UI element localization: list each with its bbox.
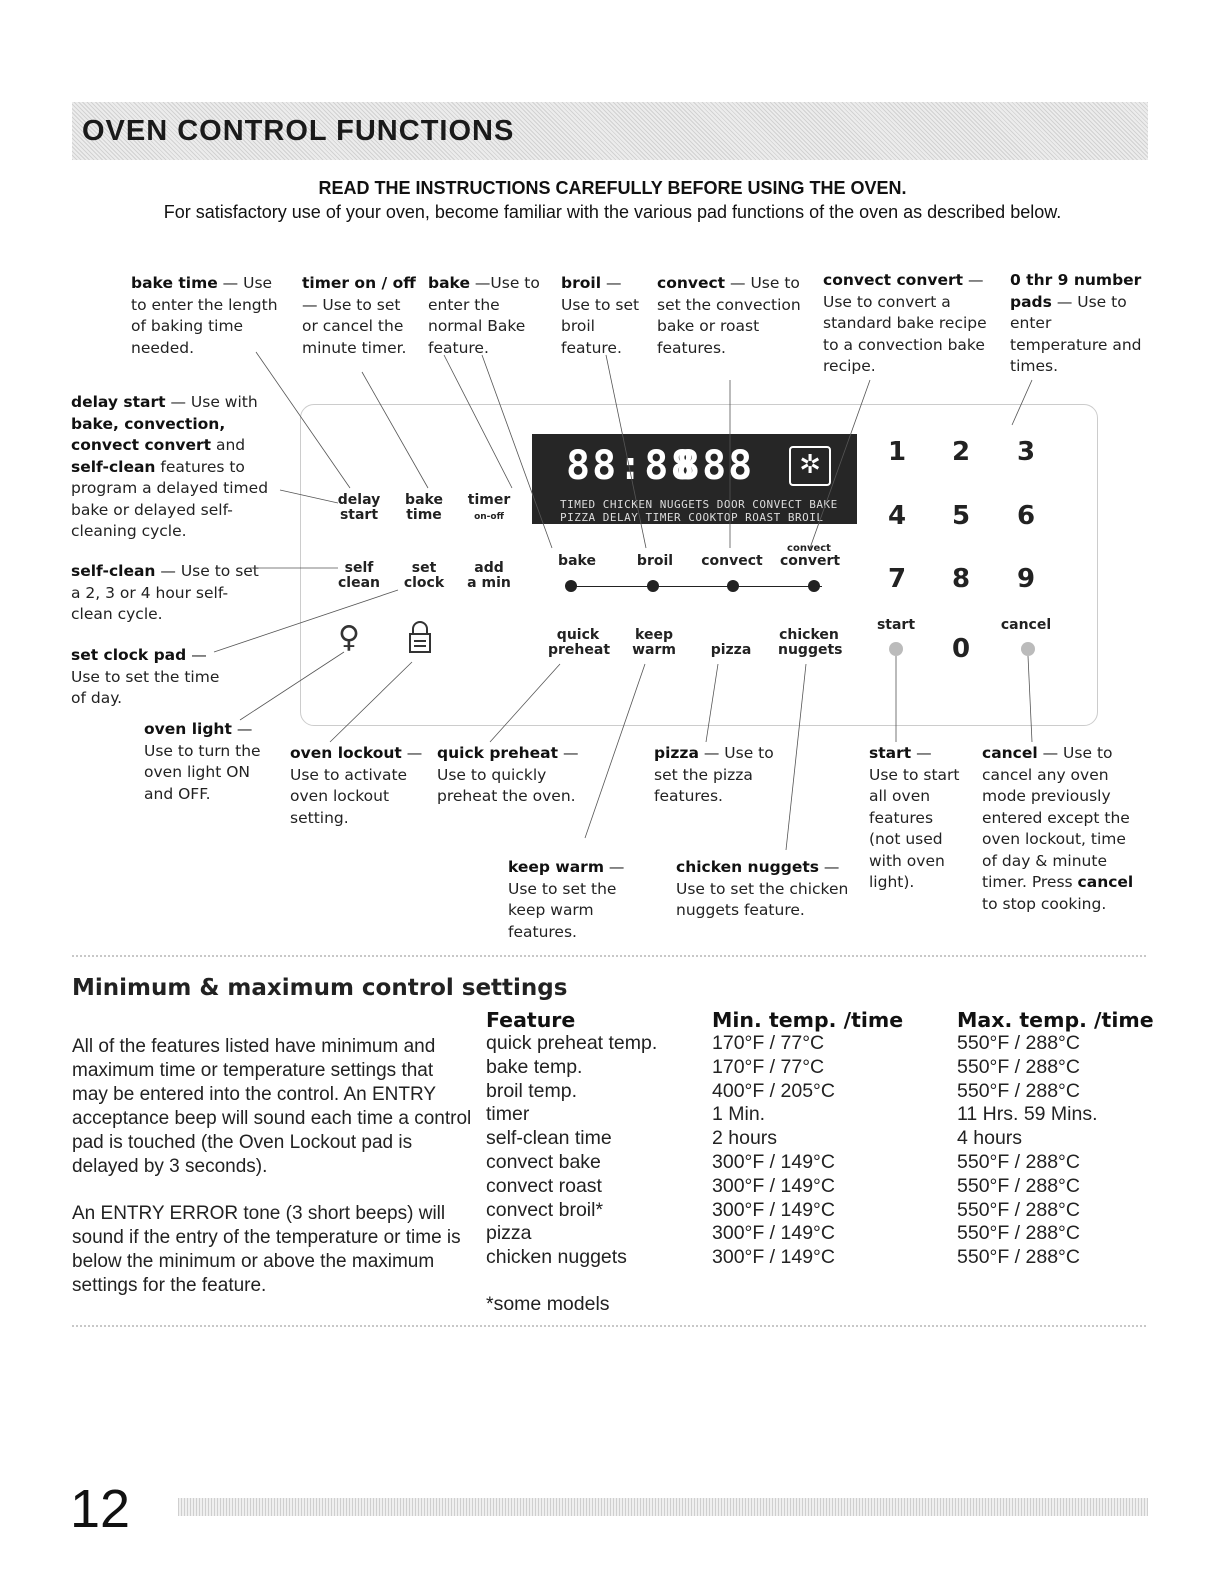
page-number: 12	[70, 1479, 131, 1539]
table-row: bake temp.	[486, 1055, 583, 1078]
table-row: self-clean time	[486, 1127, 612, 1150]
number-pad-3[interactable]: 3	[1017, 437, 1036, 467]
delay-start-pad[interactable]: delay start	[337, 492, 381, 523]
start-pad-label: start	[876, 617, 916, 633]
minmax-paragraph-2: An ENTRY ERROR tone (3 short beeps) will sound if the entry of the temperature or time is below the minimum or above the maximum settings for the feature.	[72, 1203, 461, 1296]
display-temperature: 888	[676, 443, 755, 489]
number-pad-0[interactable]: 0	[952, 634, 971, 664]
table-cell: 300°F / 149°C	[712, 1246, 835, 1269]
self-clean-pad[interactable]: self clean	[337, 560, 380, 591]
table-row: convect bake	[486, 1150, 601, 1173]
table-cell: 550°F / 288°C	[957, 1198, 1080, 1221]
callout-broil: broil — Use to set broil feature.	[561, 274, 640, 357]
footnote: *some models	[486, 1293, 610, 1315]
callout-oven-light: oven light —Use to turn the oven light ON and OFF.	[144, 720, 261, 803]
table-cell: 550°F / 288°C	[957, 1246, 1080, 1269]
callout-delay-start: delay start — Use with bake, convection, convect convert and self-clean features to program a delayed timed bake or delayed self-cleaning cycle.	[71, 393, 269, 540]
bake-pad-label: bake	[558, 553, 596, 569]
minmax-title: Minimum & maximum control settings	[72, 975, 568, 1001]
footer-bar	[178, 1498, 1148, 1516]
callout-self-clean: self-clean — Use to set a 2, 3 or 4 hour self-clean cycle.	[71, 562, 259, 623]
max-column	[957, 1032, 1098, 1270]
number-pad-5[interactable]: 5	[952, 501, 971, 531]
quick-preheat-pad[interactable]: quick preheat	[548, 627, 611, 658]
convect-convert-small-label: convect	[787, 543, 831, 554]
add-a-min-pad[interactable]: add a min	[467, 560, 511, 591]
convection-fan-icon: ✲	[789, 446, 831, 486]
section-divider-bottom	[72, 1325, 1148, 1327]
feature-header: Feature	[486, 1008, 576, 1032]
keep-warm-pad[interactable]: keep warm	[632, 627, 676, 658]
table-row: convect broil*	[486, 1198, 604, 1221]
number-pad-6[interactable]: 6	[1017, 501, 1036, 531]
timer-onoff-pad[interactable]: timer on-off	[467, 492, 511, 522]
cancel-pad-label: cancel	[1000, 617, 1052, 633]
callout-oven-lockout: oven lockout — Use to activate oven lockout setting.	[290, 744, 423, 827]
chicken-nuggets-pad[interactable]: chicken nuggets	[778, 627, 843, 658]
page-title: OVEN CONTROL FUNCTIONS	[82, 115, 515, 147]
number-pad-7[interactable]: 7	[888, 564, 907, 594]
table-row: convect roast	[486, 1174, 602, 1197]
table-cell: 11 Hrs. 59 Mins.	[957, 1103, 1098, 1126]
intro-text: For satisfactory use of your oven, become familiar with the various pad functions of the oven as described below.	[163, 202, 1062, 222]
number-pad-1[interactable]: 1	[888, 437, 907, 467]
table-row: quick preheat temp.	[486, 1032, 658, 1054]
bake-time-pad[interactable]: bake time	[405, 492, 443, 523]
table-cell: 300°F / 149°C	[712, 1150, 835, 1173]
callout-start: start — Use to start all oven features (not used with oven light).	[869, 744, 960, 891]
callout-keep-warm: keep warm — Use to set the keep warm features.	[508, 858, 625, 941]
table-cell: 400°F / 205°C	[712, 1079, 835, 1102]
table-cell: 2 hours	[712, 1127, 778, 1150]
table-cell: 550°F / 288°C	[957, 1079, 1080, 1102]
table-cell: 300°F / 149°C	[712, 1222, 835, 1245]
display-indicators-row1: TIMED CHICKEN NUGGETS DOOR CONVECT BAKE	[560, 498, 838, 511]
table-cell: 550°F / 288°C	[957, 1222, 1080, 1245]
callout-bake-time: bake time — Use to enter the length of baking time needed.	[131, 274, 278, 357]
display-time: 88:88	[566, 443, 697, 489]
callout-convect-convert: convect convert — Use to convert a standard bake recipe to a convection bake recipe.	[823, 271, 987, 375]
callout-cancel: cancel — Use to cancel any oven mode previously entered except the oven lockout, time of day & minute timer. Press cancel to stop cooking.	[982, 744, 1134, 913]
callout-bake: bake —Use to enter the normal Bake feature.	[428, 274, 540, 357]
broil-pad-label: broil	[636, 553, 674, 569]
max-header: Max. temp. /time	[957, 1008, 1154, 1032]
table-cell: 1 Min.	[712, 1103, 766, 1126]
set-clock-pad[interactable]: set clock	[403, 560, 445, 591]
number-pad-9[interactable]: 9	[1017, 564, 1036, 594]
convect-convert-pad-label: convert	[780, 553, 841, 569]
pizza-pad[interactable]: pizza	[710, 642, 752, 658]
callout-convect: convect — Use to set the convection bake or roast features.	[657, 274, 801, 357]
table-cell: 550°F / 288°C	[957, 1032, 1080, 1054]
convect-pad-label: convect	[701, 553, 763, 569]
table-row: timer	[486, 1103, 530, 1126]
callout-set-clock: set clock pad — Use to set the time of day.	[71, 646, 220, 707]
number-pad-2[interactable]: 2	[952, 437, 971, 467]
display-indicators-row2: PIZZA DELAY TIMER COOKTOP ROAST BROIL	[560, 511, 824, 524]
number-pad-8[interactable]: 8	[952, 564, 971, 594]
table-cell: 4 hours	[957, 1127, 1023, 1150]
minmax-paragraph-1: All of the features listed have minimum and maximum time or temperature settings that may be entered into the control. An ENTRY acceptance beep will sound each time a control pad is touched (the Oven Lockout pad is delayed by 3 seconds).	[72, 1036, 472, 1177]
table-cell: 550°F / 288°C	[957, 1174, 1080, 1197]
callout-quick-preheat: quick preheat — Use to quickly preheat the oven.	[437, 744, 579, 805]
warning-heading: READ THE INSTRUCTIONS CAREFULLY BEFORE USING THE OVEN.	[318, 178, 907, 198]
callout-pizza: pizza — Use to set the pizza features.	[654, 744, 774, 805]
section-divider	[72, 955, 1148, 957]
callout-number-pads: 0 thr 9 number pads — Use to enter temperature and times.	[1010, 271, 1142, 375]
table-cell: 170°F / 77°C	[712, 1055, 825, 1078]
callout-timer-onoff: timer on / off — Use to set or cancel the minute timer.	[302, 274, 416, 357]
table-row: pizza	[486, 1222, 532, 1245]
oven-light-icon[interactable]: ♀	[338, 620, 360, 655]
table-cell: 300°F / 149°C	[712, 1174, 835, 1197]
min-column	[712, 1032, 835, 1270]
feature-column	[486, 1032, 657, 1270]
min-header: Min. temp. /time	[712, 1008, 904, 1032]
callout-chicken-nuggets: chicken nuggets — Use to set the chicken nuggets feature.	[676, 858, 849, 919]
table-row: broil temp.	[486, 1079, 578, 1102]
table-cell: 550°F / 288°C	[957, 1055, 1080, 1078]
table-row: chicken nuggets	[486, 1246, 627, 1269]
number-pad-4[interactable]: 4	[888, 501, 907, 531]
table-cell: 170°F / 77°C	[712, 1032, 825, 1054]
table-cell: 300°F / 149°C	[712, 1198, 835, 1221]
table-cell: 550°F / 288°C	[957, 1150, 1080, 1173]
